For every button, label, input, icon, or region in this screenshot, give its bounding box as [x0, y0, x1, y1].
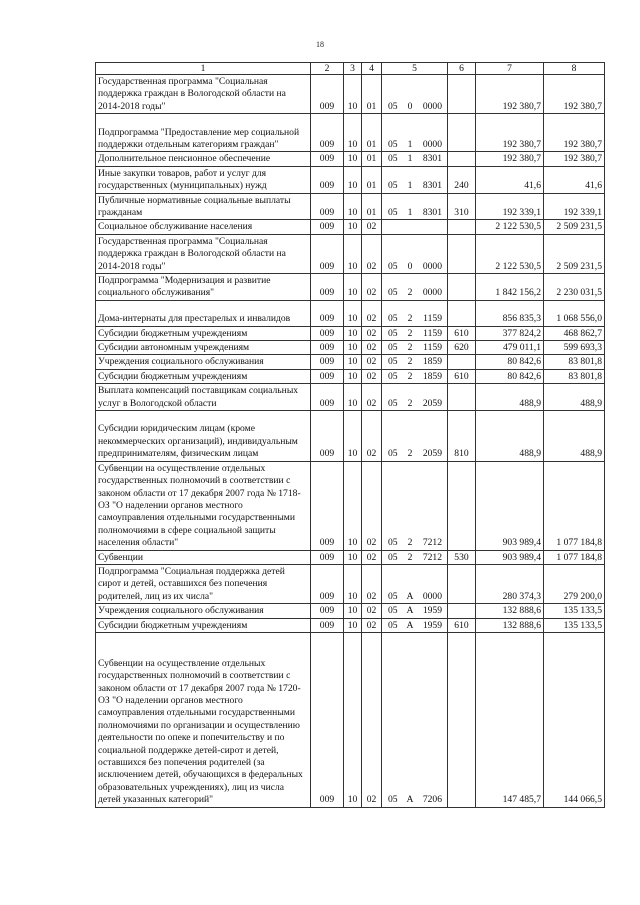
section-code: 10 — [344, 234, 362, 273]
amount-year-2: 2 509 231,5 — [544, 220, 605, 234]
grbs-code: 009 — [311, 632, 344, 807]
section-code: 10 — [344, 166, 362, 193]
amount-year-1: 1 842 156,2 — [476, 274, 544, 301]
row-name-cell — [96, 411, 311, 462]
amount-year-1: 488,9 — [476, 411, 544, 462]
target-direction: 8301 — [422, 153, 442, 165]
section-code: 10 — [344, 618, 362, 632]
target-article-code — [382, 274, 448, 301]
target-subprogram: А — [406, 590, 414, 602]
row-name-cell — [96, 550, 311, 564]
amount-year-2: 83 801,8 — [544, 369, 605, 383]
target-article-code — [382, 220, 448, 234]
row-name-cell — [96, 326, 311, 340]
col-header-8: 8 — [544, 63, 605, 75]
row-name-cell — [96, 75, 311, 114]
amount-year-1: 280 374,3 — [476, 564, 544, 603]
amount-year-1: 41,6 — [476, 166, 544, 193]
amount-year-1: 2 122 530,5 — [476, 234, 544, 273]
table-row — [96, 369, 605, 383]
target-program: 05 — [388, 180, 398, 192]
target-article-code — [382, 326, 448, 340]
grbs-code: 009 — [311, 326, 344, 340]
amount-year-1: 192 339,1 — [476, 193, 544, 220]
amount-year-1: 488,9 — [476, 384, 544, 411]
table-row — [96, 461, 605, 550]
expense-type-code — [448, 604, 476, 618]
row-name-cell — [96, 632, 311, 807]
subsection-code: 02 — [362, 632, 382, 807]
subsection-code: 02 — [362, 564, 382, 603]
row-name: Учреждения социального обслуживания — [98, 605, 264, 617]
target-direction: 7206 — [422, 794, 442, 806]
target-subprogram: 2 — [407, 287, 413, 299]
expense-type-code — [448, 632, 476, 807]
target-program: 05 — [388, 100, 398, 112]
target-direction: 1859 — [422, 370, 442, 382]
row-name: Субсидии автономным учреждениям — [98, 342, 250, 354]
target-article-code — [382, 632, 448, 807]
row-name: Иные закупки товаров, работ и услуг для государственных (муниципальных) нужд — [98, 167, 267, 192]
table-row — [96, 152, 605, 166]
table-row — [96, 355, 605, 369]
amount-year-1: 2 122 530,5 — [476, 220, 544, 234]
target-direction: 1859 — [422, 356, 442, 368]
expense-type-code — [448, 75, 476, 114]
target-direction: 2059 — [422, 448, 442, 460]
target-program: 05 — [388, 342, 398, 354]
target-direction: 8301 — [422, 180, 442, 192]
col-header-5: 5 — [382, 63, 448, 75]
amount-year-2: 1 077 184,8 — [544, 461, 605, 550]
row-name-cell — [96, 618, 311, 632]
row-name-cell — [96, 234, 311, 273]
row-name: Субсидии юридическим лицам (кроме некоммерческих организаций), индивидуальным предпринимателям, физическим лицам — [98, 423, 298, 460]
target-article-code — [382, 411, 448, 462]
row-name: Субсидии бюджетным учреждениям — [98, 370, 248, 382]
subsection-code: 02 — [362, 618, 382, 632]
target-program: 05 — [388, 327, 398, 339]
subsection-code: 01 — [362, 193, 382, 220]
target-article-code — [382, 193, 448, 220]
target-subprogram: 1 — [407, 153, 413, 165]
target-article-code — [382, 341, 448, 355]
grbs-code: 009 — [311, 234, 344, 273]
target-article-code — [382, 166, 448, 193]
table-row — [96, 564, 605, 603]
row-name-cell — [96, 220, 311, 234]
table-row — [96, 604, 605, 618]
expense-type-code: 310 — [448, 193, 476, 220]
grbs-code: 009 — [311, 193, 344, 220]
target-subprogram: А — [406, 619, 414, 631]
col-header-7: 7 — [476, 63, 544, 75]
row-name-cell — [96, 341, 311, 355]
row-name: Подпрограмма "Предоставление мер социальной поддержки отдельным категориям граждан" — [98, 126, 300, 150]
target-subprogram: 1 — [407, 180, 413, 192]
table-row — [96, 411, 605, 462]
section-code: 10 — [344, 550, 362, 564]
amount-year-2: 279 200,0 — [544, 564, 605, 603]
target-article-code — [382, 369, 448, 383]
row-name-cell — [96, 604, 311, 618]
table-row — [96, 341, 605, 355]
grbs-code: 009 — [311, 220, 344, 234]
target-article-code — [382, 355, 448, 369]
subsection-code: 01 — [362, 152, 382, 166]
target-article-code — [382, 384, 448, 411]
row-name-cell — [96, 114, 311, 152]
row-name-cell — [96, 461, 311, 550]
grbs-code: 009 — [311, 618, 344, 632]
col-header-2: 2 — [311, 63, 344, 75]
amount-year-1: 192 380,7 — [476, 114, 544, 152]
target-direction: 1159 — [423, 342, 442, 354]
target-subprogram: А — [406, 794, 414, 806]
section-code: 10 — [344, 220, 362, 234]
col-header-4: 4 — [362, 63, 382, 75]
amount-year-2: 144 066,5 — [544, 632, 605, 807]
expense-type-code: 610 — [448, 326, 476, 340]
row-name: Субсидии бюджетным учреждениям — [98, 327, 248, 339]
row-name-cell — [96, 274, 311, 301]
subsection-code: 02 — [362, 550, 382, 564]
table-row — [96, 193, 605, 220]
grbs-code: 009 — [311, 604, 344, 618]
target-article-code — [382, 300, 448, 326]
target-subprogram: 0 — [407, 260, 413, 272]
amount-year-2: 41,6 — [544, 166, 605, 193]
table-row — [96, 632, 605, 807]
table-row — [96, 166, 605, 193]
section-code: 10 — [344, 193, 362, 220]
table-row — [96, 274, 605, 301]
target-direction: 0000 — [422, 260, 442, 272]
grbs-code: 009 — [311, 152, 344, 166]
expense-type-code: 620 — [448, 341, 476, 355]
amount-year-1: 147 485,7 — [476, 632, 544, 807]
grbs-code: 009 — [311, 114, 344, 152]
table-row — [96, 220, 605, 234]
amount-year-2: 83 801,8 — [544, 355, 605, 369]
target-article-code — [382, 604, 448, 618]
target-direction: 0000 — [422, 100, 442, 112]
section-code: 10 — [344, 384, 362, 411]
target-subprogram: 2 — [407, 397, 413, 409]
amount-year-1: 903 989,4 — [476, 550, 544, 564]
expense-type-code — [448, 234, 476, 273]
target-direction: 0000 — [422, 287, 442, 299]
subsection-code: 01 — [362, 114, 382, 152]
target-article-code — [382, 564, 448, 603]
expense-type-code — [448, 220, 476, 234]
row-name: Выплата компенсаций поставщикам социальных услуг в Вологодской области — [98, 385, 299, 409]
grbs-code: 009 — [311, 411, 344, 462]
amount-year-1: 80 842,6 — [476, 369, 544, 383]
section-code: 10 — [344, 632, 362, 807]
row-name-cell — [96, 152, 311, 166]
target-program: 05 — [388, 537, 398, 549]
table-row — [96, 384, 605, 411]
row-name: Субвенции на осуществление отдельных государственных полномочий в соответствии с законом области от 17 декабря 2007 года № 1718-ОЗ "О наделении органов местного самоуправления отдельными государственными полномочиями в сфере социальной защиты населения области" — [98, 462, 301, 549]
amount-year-2: 1 068 556,0 — [544, 300, 605, 326]
grbs-code: 009 — [311, 550, 344, 564]
target-subprogram: 1 — [407, 207, 413, 219]
target-direction: 0000 — [422, 590, 442, 602]
amount-year-2: 488,9 — [544, 384, 605, 411]
section-code: 10 — [344, 300, 362, 326]
target-direction: 1959 — [422, 605, 442, 617]
target-subprogram: 2 — [407, 537, 413, 549]
expense-type-code — [448, 355, 476, 369]
col-header-6: 6 — [448, 63, 476, 75]
target-program: 05 — [388, 619, 398, 631]
row-name: Субвенции — [98, 551, 143, 563]
table-row — [96, 300, 605, 326]
row-name-cell — [96, 166, 311, 193]
row-name: Социальное обслуживание населения — [98, 221, 253, 233]
row-name-cell — [96, 355, 311, 369]
grbs-code: 009 — [311, 75, 344, 114]
subsection-code: 02 — [362, 411, 382, 462]
target-subprogram: 2 — [407, 342, 413, 354]
target-subprogram: 2 — [407, 356, 413, 368]
col-header-1: 1 — [96, 63, 311, 75]
table-row — [96, 114, 605, 152]
target-article-code — [382, 550, 448, 564]
target-program: 05 — [388, 448, 398, 460]
grbs-code: 009 — [311, 564, 344, 603]
amount-year-1: 377 824,2 — [476, 326, 544, 340]
target-subprogram: 2 — [407, 448, 413, 460]
section-code: 10 — [344, 75, 362, 114]
grbs-code: 009 — [311, 355, 344, 369]
section-code: 10 — [344, 152, 362, 166]
target-program: 05 — [388, 397, 398, 409]
amount-year-2: 135 133,5 — [544, 604, 605, 618]
target-program: 05 — [388, 139, 398, 150]
col-header-3: 3 — [344, 63, 362, 75]
grbs-code: 009 — [311, 341, 344, 355]
subsection-code: 02 — [362, 604, 382, 618]
grbs-code: 009 — [311, 300, 344, 326]
expense-type-code — [448, 461, 476, 550]
header-row — [96, 63, 605, 75]
subsection-code: 01 — [362, 166, 382, 193]
expense-type-code — [448, 274, 476, 301]
target-direction: 8301 — [422, 207, 442, 219]
subsection-code: 02 — [362, 300, 382, 326]
target-subprogram: 2 — [407, 327, 413, 339]
target-subprogram: 2 — [407, 370, 413, 382]
table-row — [96, 618, 605, 632]
row-name-cell — [96, 564, 311, 603]
row-name: Учреждения социального обслуживания — [98, 356, 264, 368]
section-code: 10 — [344, 355, 362, 369]
amount-year-2: 599 693,3 — [544, 341, 605, 355]
expense-type-code: 530 — [448, 550, 476, 564]
expense-type-code — [448, 564, 476, 603]
row-name-cell — [96, 300, 311, 326]
target-subprogram: А — [406, 605, 414, 617]
target-direction: 1159 — [423, 313, 442, 325]
target-program: 05 — [388, 207, 398, 219]
amount-year-2: 1 077 184,8 — [544, 550, 605, 564]
row-name: Дома-интернаты для престарелых и инвалидов — [98, 313, 291, 325]
target-direction: 1959 — [422, 619, 442, 631]
amount-year-2: 488,9 — [544, 411, 605, 462]
expense-type-code — [448, 384, 476, 411]
target-article-code — [382, 461, 448, 550]
amount-year-1: 192 380,7 — [476, 152, 544, 166]
grbs-code: 009 — [311, 369, 344, 383]
subsection-code: 02 — [362, 355, 382, 369]
target-program: 05 — [388, 356, 398, 368]
section-code: 10 — [344, 114, 362, 152]
grbs-code: 009 — [311, 461, 344, 550]
expense-type-code: 610 — [448, 618, 476, 632]
target-subprogram: 2 — [407, 551, 413, 563]
subsection-code: 02 — [362, 326, 382, 340]
row-name-cell — [96, 193, 311, 220]
expense-type-code — [448, 114, 476, 152]
section-code: 10 — [344, 341, 362, 355]
section-code: 10 — [344, 604, 362, 618]
row-name: Публичные нормативные социальные выплаты гражданам — [98, 194, 291, 219]
row-name-cell — [96, 384, 311, 411]
subsection-code: 02 — [362, 341, 382, 355]
row-name: Субсидии бюджетным учреждениям — [98, 619, 248, 631]
expense-type-code — [448, 152, 476, 166]
target-direction: 2059 — [422, 397, 442, 409]
target-program: 05 — [388, 370, 398, 382]
table-row — [96, 234, 605, 273]
row-name: Подпрограмма "Модернизация и развитие социального обслуживания" — [98, 275, 271, 299]
amount-year-1: 80 842,6 — [476, 355, 544, 369]
target-direction: 7212 — [422, 537, 442, 549]
row-name: Субвенции на осуществление отдельных государственных полномочий в соответствии с законом области от 17 декабря 2007 года № 1720-ОЗ "О наделении органов местного самоуправления отдельными государственными полномочиями по организации и осуществлению деятельности по опеке и попечительству и по социальной поддержке детей-сирот и детей, оставшихся без попечения родителей (за исключением детей, обучающихся в федеральных образовательных учреждениях), лиц из числа детей указанных категорий" — [98, 657, 303, 806]
section-code: 10 — [344, 564, 362, 603]
grbs-code: 009 — [311, 384, 344, 411]
target-direction: 0000 — [422, 139, 442, 150]
expense-type-code: 610 — [448, 369, 476, 383]
amount-year-1: 132 888,6 — [476, 618, 544, 632]
table-row — [96, 75, 605, 114]
target-article-code — [382, 234, 448, 273]
expense-type-code: 240 — [448, 166, 476, 193]
table-row — [96, 326, 605, 340]
table-body — [96, 75, 605, 808]
amount-year-1: 856 835,3 — [476, 300, 544, 326]
target-program: 05 — [388, 590, 398, 602]
target-direction: 7212 — [422, 551, 442, 563]
grbs-code: 009 — [311, 166, 344, 193]
subsection-code: 02 — [362, 274, 382, 301]
amount-year-1: 192 380,7 — [476, 75, 544, 114]
row-name: Государственная программа "Социальная поддержка граждан в Вологодской области на 2014-2018 годы" — [98, 76, 286, 112]
amount-year-2: 2 230 031,5 — [544, 274, 605, 301]
subsection-code: 02 — [362, 234, 382, 273]
amount-year-1: 132 888,6 — [476, 604, 544, 618]
target-subprogram: 2 — [407, 313, 413, 325]
table-row — [96, 550, 605, 564]
subsection-code: 02 — [362, 461, 382, 550]
subsection-code: 02 — [362, 369, 382, 383]
target-program: 05 — [388, 605, 398, 617]
target-program: 05 — [388, 260, 398, 272]
row-name-cell — [96, 369, 311, 383]
section-code: 10 — [344, 461, 362, 550]
expense-type-code — [448, 300, 476, 326]
budget-table — [95, 62, 605, 808]
target-program: 05 — [388, 313, 398, 325]
amount-year-1: 479 011,1 — [476, 341, 544, 355]
target-article-code — [382, 114, 448, 152]
target-program: 05 — [388, 287, 398, 299]
section-code: 10 — [344, 326, 362, 340]
row-name: Дополнительное пенсионное обеспечение — [98, 153, 271, 165]
row-name: Государственная программа "Социальная поддержка граждан в Вологодской области на 2014-2018 годы" — [98, 235, 286, 272]
amount-year-2: 192 339,1 — [544, 193, 605, 220]
subsection-code: 01 — [362, 75, 382, 114]
row-name: Подпрограмма "Социальная поддержка детей сирот и детей, оставшихся без попечения родителей, лиц из их числа" — [98, 565, 285, 602]
target-direction: 1159 — [423, 327, 442, 339]
target-program: 05 — [388, 153, 398, 165]
section-code: 10 — [344, 411, 362, 462]
amount-year-2: 192 380,7 — [544, 75, 605, 114]
section-code: 10 — [344, 369, 362, 383]
target-program: 05 — [388, 794, 398, 806]
subsection-code: 02 — [362, 384, 382, 411]
amount-year-2: 468 862,7 — [544, 326, 605, 340]
page-number: 18 — [316, 40, 324, 49]
amount-year-2: 2 509 231,5 — [544, 234, 605, 273]
amount-year-1: 903 989,4 — [476, 461, 544, 550]
target-article-code — [382, 75, 448, 114]
amount-year-2: 192 380,7 — [544, 114, 605, 152]
expense-type-code: 810 — [448, 411, 476, 462]
amount-year-2: 192 380,7 — [544, 152, 605, 166]
grbs-code: 009 — [311, 274, 344, 301]
target-subprogram: 0 — [407, 100, 413, 112]
target-program: 05 — [388, 551, 398, 563]
amount-year-2: 135 133,5 — [544, 618, 605, 632]
target-article-code — [382, 618, 448, 632]
target-article-code — [382, 152, 448, 166]
subsection-code: 02 — [362, 220, 382, 234]
target-subprogram: 1 — [407, 139, 413, 150]
section-code: 10 — [344, 274, 362, 301]
